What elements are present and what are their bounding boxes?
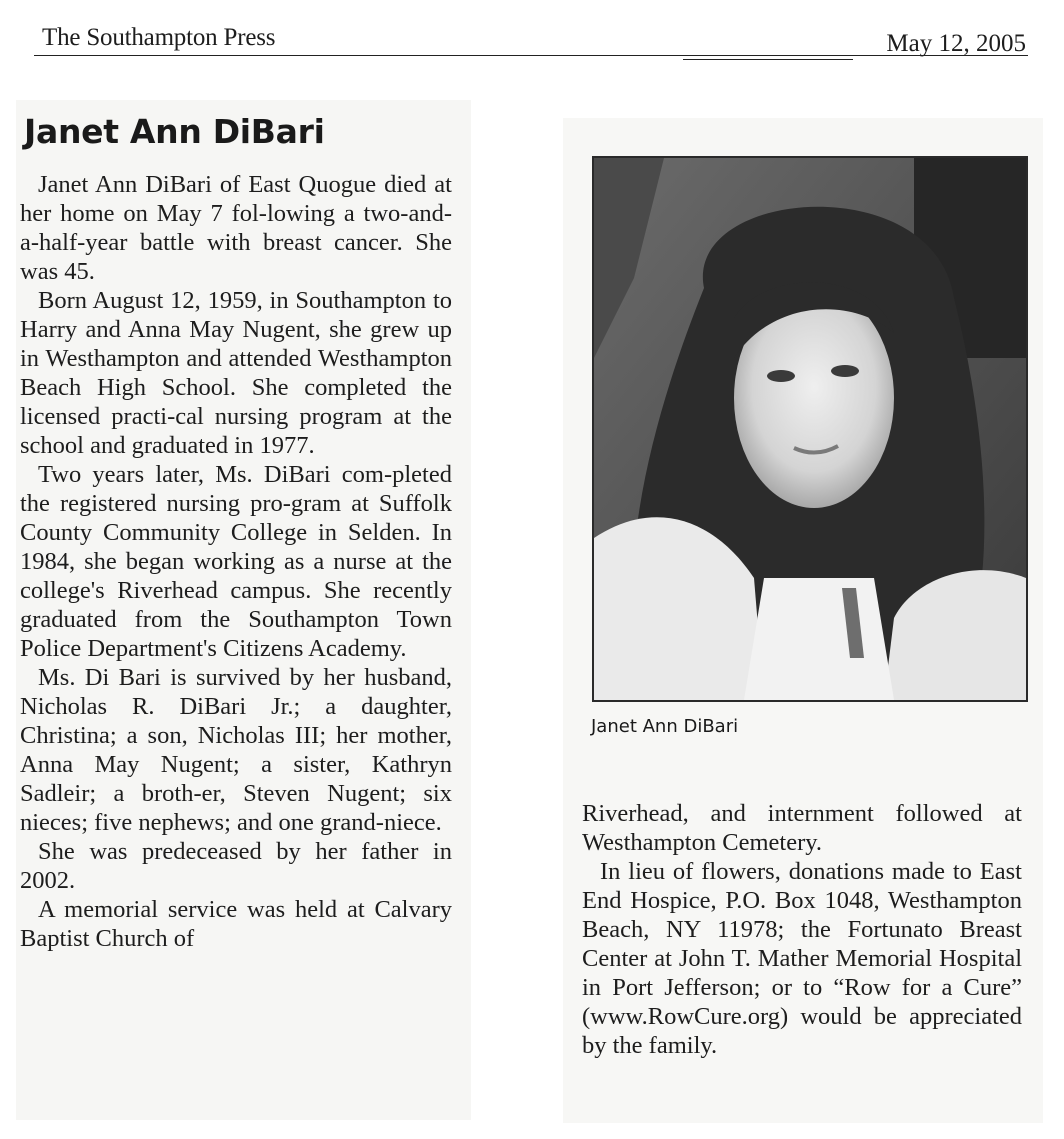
article-body-left [20, 170, 452, 953]
paragraph-survivors: Ms. Di Bari is survived by her husband, Nicholas R. DiBari Jr.; a daughter, Christina; a son, Nicholas III; her mother, Anna May Nugent; a sister, Kathryn Sadleir; a broth-er, Steven Nugent; six nieces; five nephews; and one grand-niece. [20, 664, 452, 836]
masthead-publication: The Southampton Press [42, 24, 276, 51]
masthead-date: May 12, 2005 [886, 30, 1026, 57]
masthead-rule [34, 55, 1028, 56]
paragraph-memorial-end: Riverhead, and internment followed at Westhampton Cemetery. [582, 800, 1022, 856]
paragraph-early-life: Born August 12, 1959, in Southampton to Harry and Anna May Nugent, she grew up in Westhampton and attended Westhampton Beach High School. She completed the licensed practi-cal nursing program at the school and graduated in 1977. [20, 287, 452, 459]
paragraph-predeceased: She was predeceased by her father in 2002. [20, 838, 452, 894]
obituary-photo [592, 156, 1028, 702]
paragraph-memorial-start: A memorial service was held at Calvary Baptist Church of [20, 896, 452, 952]
obituary-headline: Janet Ann DiBari [24, 112, 325, 151]
paragraph-death-notice: Janet Ann DiBari of East Quogue died at her home on May 7 fol-lowing a two-and-a-half-year battle with breast cancer. She was 45. [20, 171, 452, 285]
photo-caption: Janet Ann DiBari [591, 716, 739, 737]
paragraph-career: Two years later, Ms. DiBari com-pleted the registered nursing pro-gram at Suffolk County Community College in Selden. In 1984, she began working as a nurse at the college's Riverhead campus. She recently graduated from the Southampton Town Police Department's Citizens Academy. [20, 461, 452, 662]
portrait-image [594, 158, 1026, 700]
article-body-right [582, 799, 1022, 1060]
masthead-rule-secondary [683, 59, 853, 60]
paragraph-donations: In lieu of flowers, donations made to East End Hospice, P.O. Box 1048, Westhampton Beach, NY 11978; the Fortunato Breast Center at John T. Mather Memorial Hospital in Port Jefferson; or to “Row for a Cure” (www.RowCure.org) would be appreciated by the family. [582, 858, 1022, 1059]
